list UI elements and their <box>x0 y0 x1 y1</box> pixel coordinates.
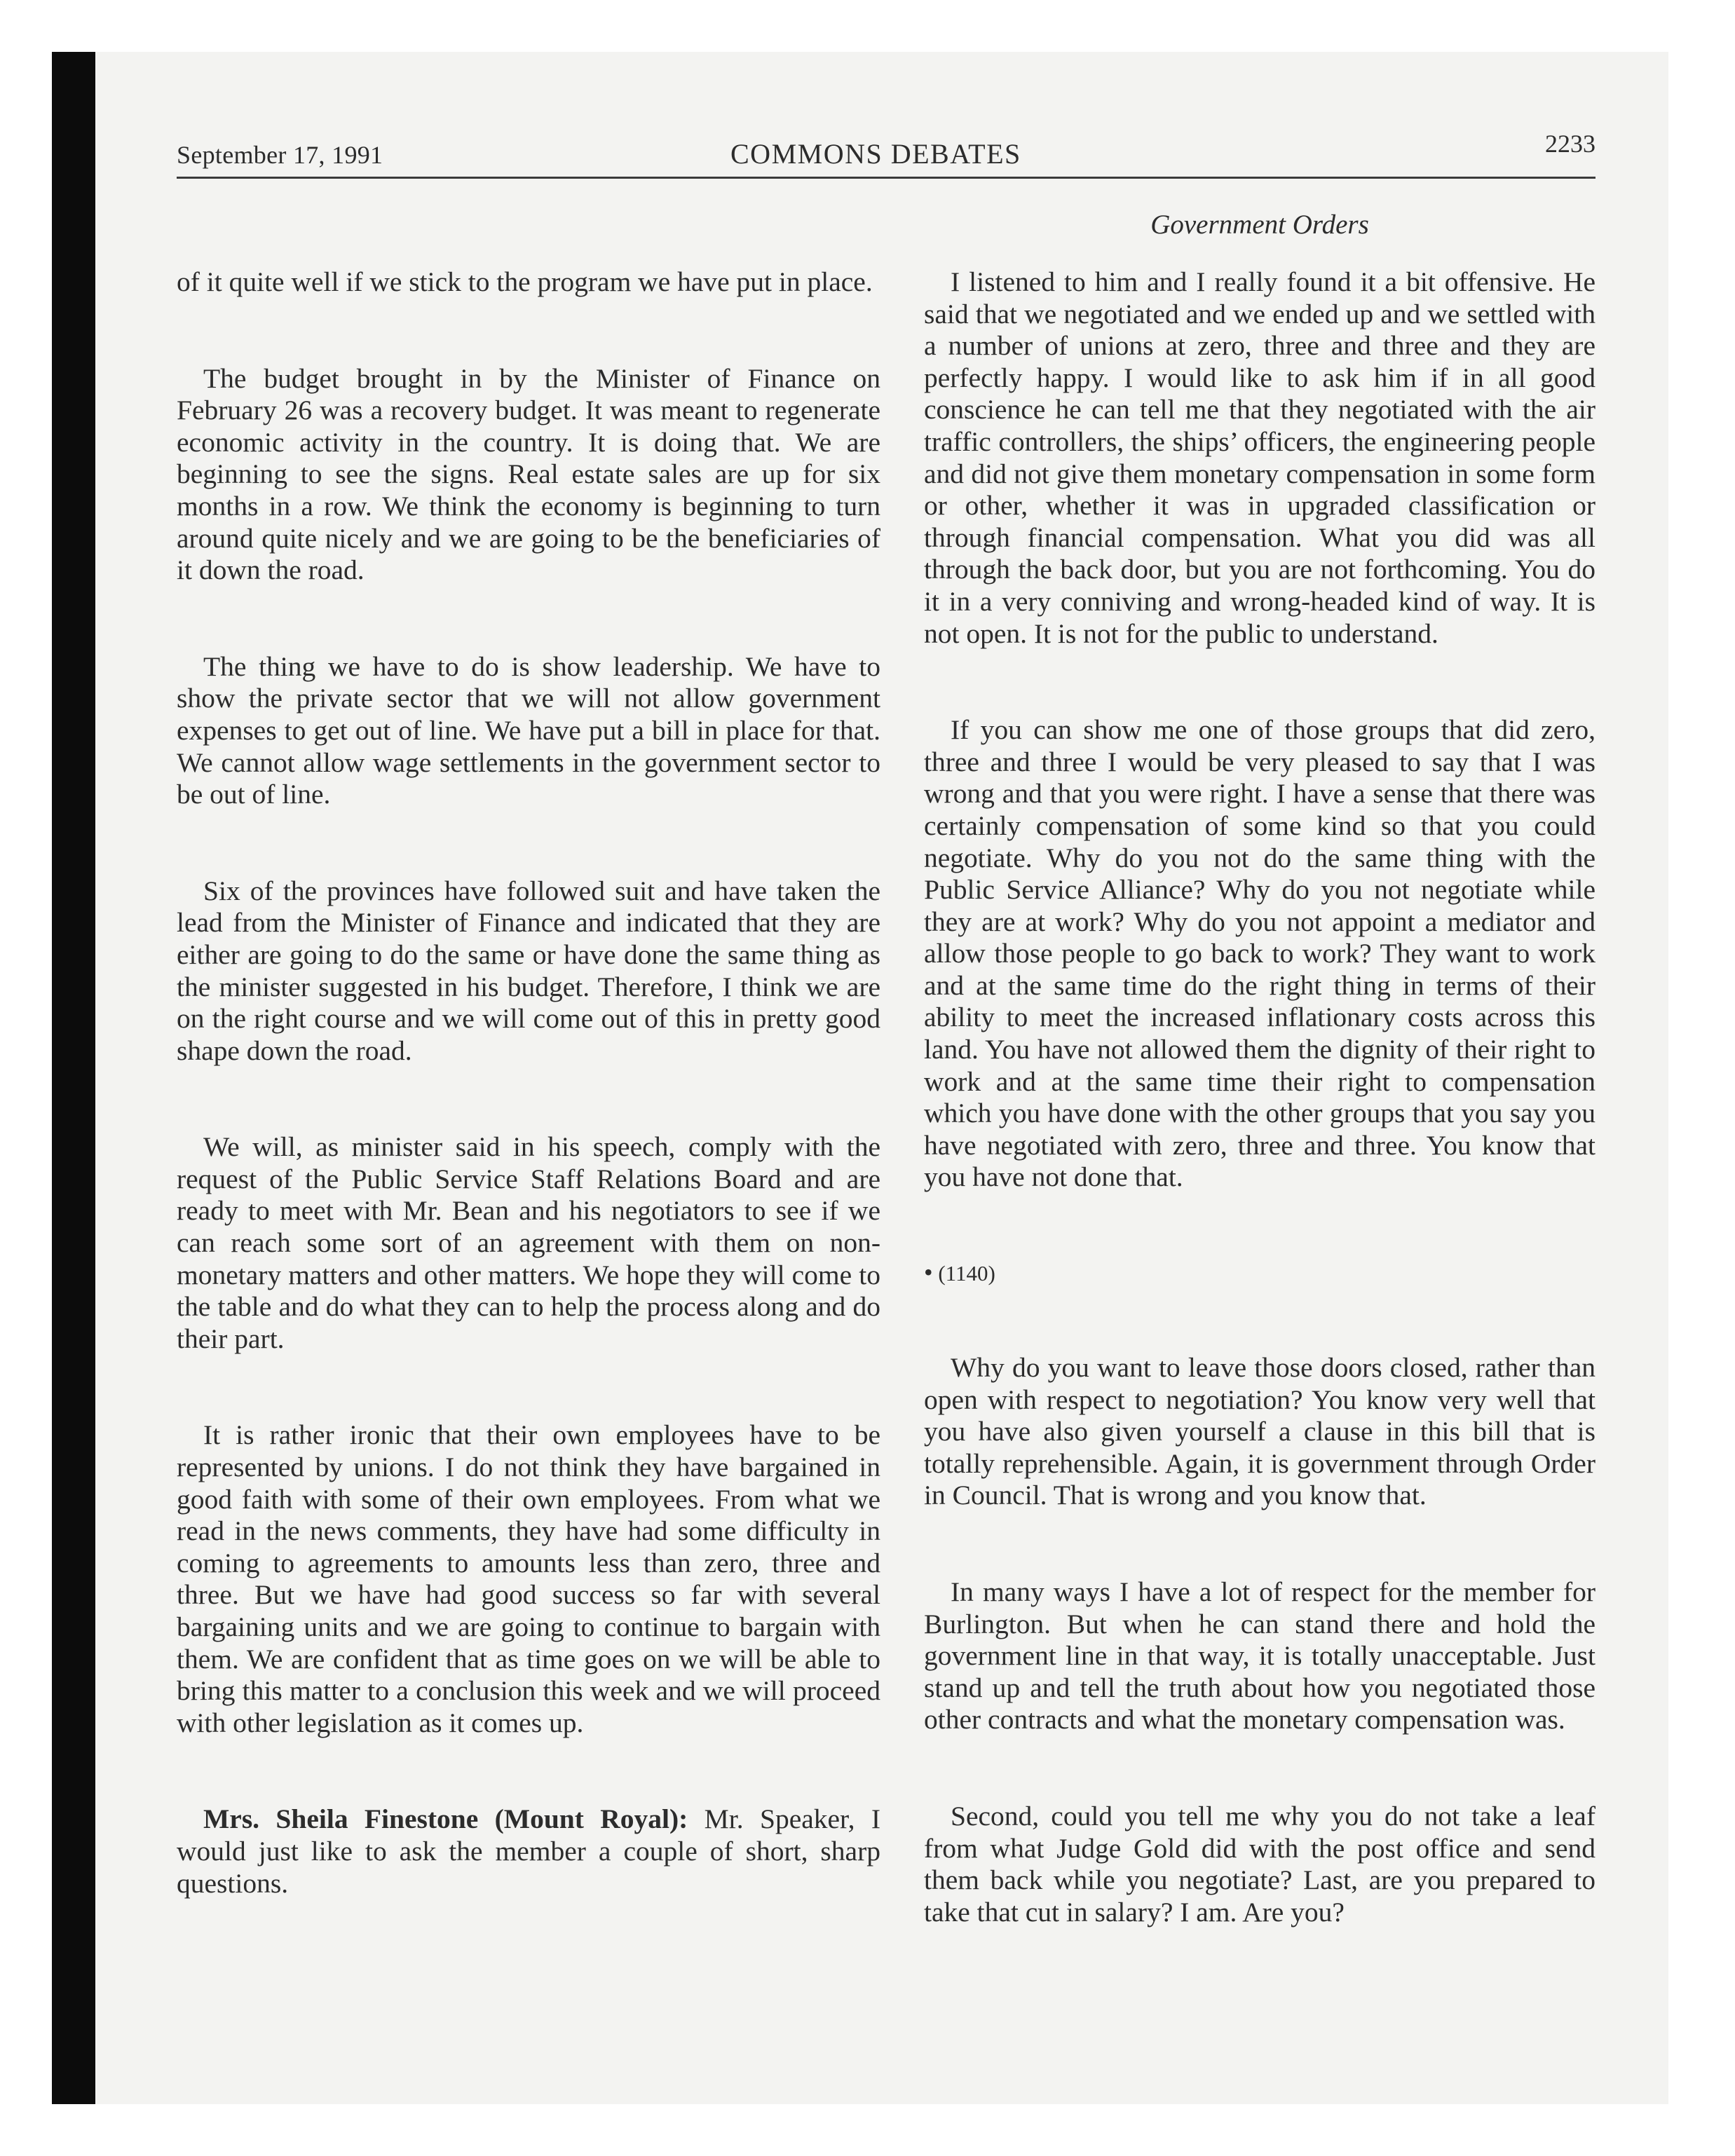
paragraph: It is rather ironic that their own employees have to be represented by unions. I do not think they have bargained in good faith with some of their own employees. From what we read in the news comments, they have had some difficulty in coming to agreements to amounts less than zero, three and three. But we have had good success so far with several bargaining units and we are going to continue to bargain with them. We are confident that as time goes on we will be able to bring this matter to a conclusion this week and we will proceed with other legislation as it comes up. <box>177 1419 880 1738</box>
page-number: 2233 <box>1545 130 1595 158</box>
paragraph: I listened to him and I really found it a bit offensive. He said that we negotiated and we ended up and we settled with a number of unions at zero, three and three and they are perfectly happy. I would like to ask him if in all good conscience he can tell me that they negotiated with the air traffic controllers, the ships’ officers, the engineering people and did not give them monetary compensation in some form or other, whether it was in upgraded classification or through financial compensation. What you did was all through the back door, but you are not forthcoming. You do it in a very conniving and wrong-headed kind of way. It is not open. It is not for the public to understand. <box>924 266 1595 649</box>
scan-edge-shadow <box>52 52 95 2104</box>
paragraph: The budget brought in by the Minister of Finance on February 26 was a recovery budget. It was meant to regenerate economic activity in the country. It is doing that. We are beginning to see the signs. Real estate sales are up for six months in a row. We think the economy is beginning to turn around quite nicely and we are going to be the beneficiaries of it down the road. <box>177 362 880 586</box>
speaker-text: Mr. Speaker, I would just like to ask the member a couple of short, sharp questions. <box>177 1803 880 1899</box>
paragraph: Why do you want to leave those doors closed, rather than open with respect to negotiation? You know very well that you have also given yourself a clause in this bill that is totally reprehensible. Again, it is government through Order in Council. That is wrong and you know that. <box>924 1352 1595 1511</box>
header-date: September 17, 1991 <box>177 141 383 169</box>
right-column <box>924 266 1595 1993</box>
header-title: COMMONS DEBATES <box>730 138 1021 170</box>
paragraph: of it quite well if we stick to the program we have put in place. <box>177 266 873 297</box>
bullet-icon: • <box>924 1258 933 1287</box>
paragraph: Second, could you tell me why you do not take a leaf from what Judge Gold did with the post office and send them back while you negotiate? Last, are you prepared to take that cut in salary? I am. Are you? <box>924 1800 1595 1928</box>
header-rule <box>177 177 1595 179</box>
time-marker <box>924 1258 1595 1288</box>
paragraph: We will, as minister said in his speech, comply with the request of the Public Service Staff Relations Board and are ready to meet with Mr. Bean and his negotiators to see if we can reach some sort of an agreement with them on non-monetary matters and other matters. We hope they will come to the table and do what they can to help the process along and do their part. <box>177 1131 880 1354</box>
paragraph: In many ways I have a lot of respect for the member for Burlington. But when he can stand there and hold the government line in that way, it is totally unacceptable. Just stand up and tell the truth about how you negotiated those other contracts and what the monetary compensation was. <box>924 1576 1595 1735</box>
speaker-name: Mrs. Sheila Finestone (Mount Royal): <box>203 1803 688 1835</box>
running-head <box>177 130 1595 177</box>
left-column <box>177 266 880 1964</box>
paragraph: The thing we have to do is show leadership. We have to show the private sector that we will not allow government expenses to get out of line. We have put a bill in place for that. We cannot allow wage settlements in the government sector to be out of line. <box>177 650 880 810</box>
time-marker-text: (1140) <box>938 1261 995 1286</box>
section-heading: Government Orders <box>1150 210 1369 240</box>
paragraph: Six of the provinces have followed suit and have taken the lead from the Minister of Finance and indicated that they are either are going to do the same or have done the same thing as the minister suggested in his budget. Therefore, I think we are on the right course and we will come out of this in pretty good shape down the road. <box>177 875 880 1066</box>
speaker-paragraph <box>177 1803 880 1899</box>
paragraph: If you can show me one of those groups that did zero, three and three I would be very pleased to say that I was wrong and that you were right. I have a sense that there was certainly compensation of some kind so that you could negotiate. Why do you not do the same thing with the Public Service Alliance? Why do you not negotiate while they are at work? Why do you not appoint a mediator and allow those people to go back to work? They want to work and at the same time do the right thing in terms of their ability to meet the increased inflationary costs across this land. You have not allowed them the dignity of their right to work and at the same time their right to compensation which you have done with the other groups that you say you have negotiated with zero, three and three. You know that you have not done that. <box>924 714 1595 1193</box>
